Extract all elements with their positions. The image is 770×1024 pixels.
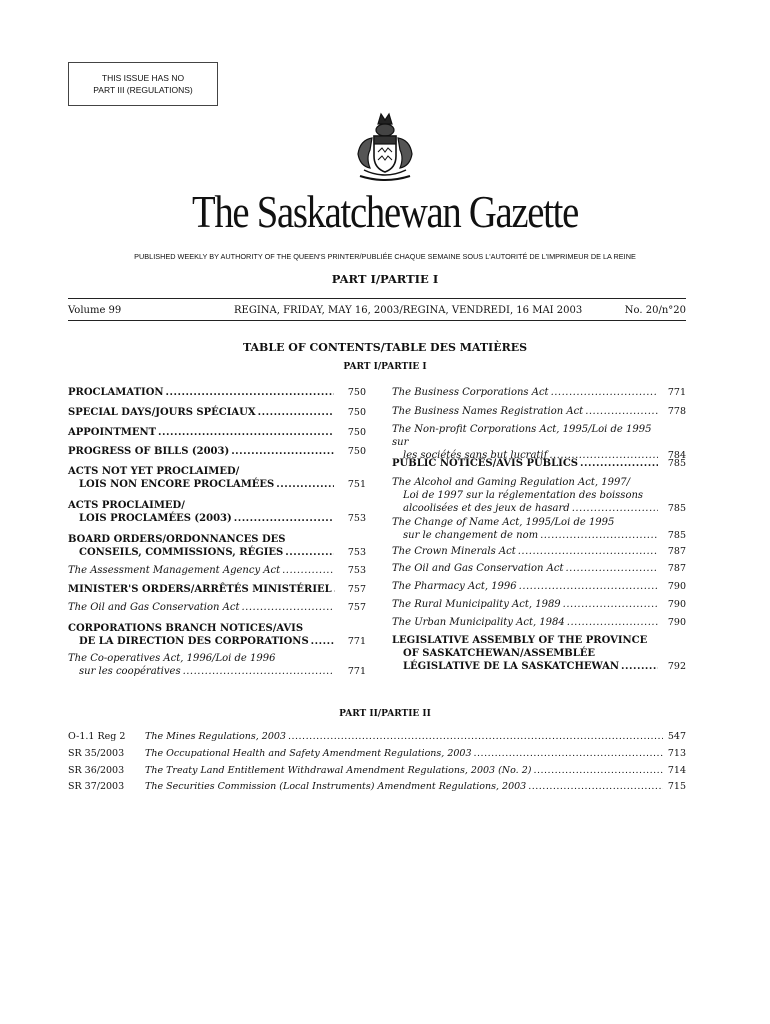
regulation-page: 713 xyxy=(667,748,686,759)
toc-page-number: 751 xyxy=(347,479,366,490)
toc-entry-text: CORPORATIONS BRANCH NOTICES/AVIS xyxy=(68,623,304,634)
toc-entry-text: LOIS NON ENCORE PROCLAMÉES xyxy=(79,479,275,490)
toc-page-number: 753 xyxy=(347,513,366,524)
dot-leader xyxy=(241,601,334,614)
toc-page-number: 753 xyxy=(347,565,366,576)
toc-entry-line xyxy=(392,580,660,593)
dot-leader xyxy=(311,635,334,648)
dot-leader xyxy=(580,457,658,470)
toc-entry xyxy=(68,499,366,525)
volume-label: Volume 99 xyxy=(68,305,122,316)
toc-entry xyxy=(392,634,686,673)
toc-entry-line xyxy=(392,476,660,489)
toc-entry-text: les sociétés sans but lucratif xyxy=(403,450,548,461)
dot-leader xyxy=(234,512,334,525)
toc-entry-line xyxy=(392,489,660,502)
toc-entry-text: OF SASKATCHEWAN/ASSEMBLÉE xyxy=(403,648,596,659)
toc-entry-line xyxy=(68,622,336,635)
toc-page-number: 787 xyxy=(667,563,686,574)
regulation-page: 715 xyxy=(667,781,686,792)
toc-entry-line xyxy=(68,445,336,458)
toc-page-number: 790 xyxy=(667,599,686,610)
toc-page-number: 771 xyxy=(347,636,366,647)
dot-leader xyxy=(563,598,658,611)
regulation-title: The Mines Regulations, 2003 xyxy=(145,731,286,742)
notice-line-2: PART III (REGULATIONS) xyxy=(93,85,193,95)
dot-leader xyxy=(565,562,658,575)
toc-page-number: 750 xyxy=(347,446,366,457)
dot-leader xyxy=(519,580,658,593)
regulation-code: SR 35/2003 xyxy=(68,748,125,759)
toc-entry-line xyxy=(392,616,660,629)
toc-entry-line xyxy=(392,647,660,660)
toc-title: TABLE OF CONTENTS/TABLE DES MATIÈRES xyxy=(242,341,528,354)
toc-entry-text: LOIS PROCLAMÉES (2003) xyxy=(79,513,232,524)
regulation-page: 714 xyxy=(667,765,686,776)
dot-leader xyxy=(258,406,334,419)
toc-entry xyxy=(68,533,366,559)
dot-leader xyxy=(540,529,658,542)
toc-entry-text: The Crown Minerals Act xyxy=(392,546,516,557)
toc-entry-line xyxy=(392,545,660,558)
toc-entry-text: CONSEILS, COMMISSIONS, RÉGIES xyxy=(79,547,284,558)
toc-entry-line xyxy=(68,564,336,577)
regulation-title: The Occupational Health and Safety Amendment Regulations, 2003 xyxy=(145,748,472,759)
toc-entry-line xyxy=(392,562,660,575)
toc-entry-text: sur les coopératives xyxy=(79,666,181,677)
toc-entry xyxy=(392,562,686,575)
toc-entry-line xyxy=(68,512,336,525)
toc-entry-line xyxy=(68,601,336,614)
toc-entry-line xyxy=(68,426,336,439)
toc-entry-line xyxy=(392,516,660,529)
toc-page-number: 785 xyxy=(667,458,686,469)
dot-leader xyxy=(621,660,658,673)
toc-entry xyxy=(392,616,686,629)
regulation-title-line xyxy=(145,747,665,760)
dot-leader xyxy=(533,764,663,777)
dot-leader xyxy=(285,546,334,559)
dot-leader xyxy=(528,780,663,793)
dot-leader xyxy=(183,665,334,678)
dot-leader xyxy=(567,616,658,629)
toc-entry xyxy=(68,622,366,648)
regulation-title: The Securities Commission (Local Instruments) Amendment Regulations, 2003 xyxy=(145,781,527,792)
toc-entry-line xyxy=(392,423,660,449)
toc-entry xyxy=(392,457,686,470)
toc-entry-text: The Rural Municipality Act, 1989 xyxy=(392,599,561,610)
toc-page-number: 790 xyxy=(667,581,686,592)
issue-number: No. 20/n°20 xyxy=(624,305,686,316)
toc-entry xyxy=(392,580,686,593)
toc-entry-text: sur le changement de nom xyxy=(403,530,539,541)
bottom-rule xyxy=(68,320,686,321)
toc-page-number: 790 xyxy=(667,617,686,628)
regulation-code: SR 37/2003 xyxy=(68,781,125,792)
toc-entry-text: LÉGISLATIVE DE LA SASKATCHEWAN xyxy=(403,661,620,672)
dot-leader xyxy=(551,386,658,399)
regulation-code: O-1.1 Reg 2 xyxy=(68,731,126,742)
toc-entry-text: The Co-operatives Act, 1996/Loi de 1996 xyxy=(68,653,276,664)
toc-page-number: 750 xyxy=(347,407,366,418)
toc-entry-text: LEGISLATIVE ASSEMBLY OF THE PROVINCE xyxy=(392,635,648,646)
regulation-title-line xyxy=(145,764,665,777)
part-i-subheading: PART I/PARTIE I xyxy=(343,362,427,372)
toc-entry-text: alcoolisées et des jeux de hasard xyxy=(403,503,570,514)
regulation-code: SR 36/2003 xyxy=(68,765,125,776)
toc-page-number: 757 xyxy=(347,584,366,595)
toc-page-number: 771 xyxy=(347,666,366,677)
toc-entry-text: The Change of Name Act, 1995/Loi de 1995 xyxy=(392,517,615,528)
toc-page-number: 792 xyxy=(667,661,686,672)
toc-page-number: 750 xyxy=(347,387,366,398)
toc-entry-line xyxy=(392,386,660,399)
regulation-title: The Treaty Land Entitlement Withdrawal Amendment Regulations, 2003 (No. 2) xyxy=(145,765,532,776)
toc-entry xyxy=(68,445,366,458)
toc-entry-text: Loi de 1997 sur la réglementation des boissons xyxy=(403,490,644,501)
toc-entry-text: The Assessment Management Agency Act xyxy=(68,565,281,576)
part-ii-subheading: PART II/PARTIE II xyxy=(339,709,431,719)
toc-entry xyxy=(392,386,686,399)
toc-entry xyxy=(68,583,366,596)
coat-of-arms-crest xyxy=(352,110,418,188)
toc-entry xyxy=(68,426,366,439)
regulation-title-line xyxy=(145,780,665,793)
toc-entry xyxy=(68,652,366,678)
toc-entry xyxy=(392,545,686,558)
toc-entry-text: DE LA DIRECTION DES CORPORATIONS xyxy=(79,636,309,647)
toc-entry-text: The Oil and Gas Conservation Act xyxy=(68,602,240,613)
toc-entry-line xyxy=(68,583,336,596)
toc-entry-line xyxy=(392,598,660,611)
no-part-iii-notice xyxy=(68,62,218,106)
toc-entry-line xyxy=(68,652,336,665)
toc-entry-text: The Urban Municipality Act, 1984 xyxy=(392,617,565,628)
toc-entry-text: The Oil and Gas Conservation Act xyxy=(392,563,564,574)
toc-entry-text: The Business Names Registration Act xyxy=(392,406,584,417)
regulation-page: 547 xyxy=(667,731,686,742)
toc-entry-text: APPOINTMENT xyxy=(68,427,157,438)
toc-entry-text: PROCLAMATION xyxy=(68,387,164,398)
toc-page-number: 785 xyxy=(667,503,686,514)
toc-entry-text: SPECIAL DAYS/JOURS SPÉCIAUX xyxy=(68,407,256,418)
dot-leader xyxy=(474,747,663,760)
toc-entry xyxy=(68,406,366,419)
toc-page-number: 784 xyxy=(667,450,686,461)
toc-entry-line xyxy=(392,529,660,542)
toc-entry-text: PROGRESS OF BILLS (2003) xyxy=(68,446,230,457)
toc-entry-line xyxy=(68,465,336,478)
dot-leader xyxy=(231,445,334,458)
issue-date: REGINA, FRIDAY, MAY 16, 2003/REGINA, VENDREDI, 16 MAI 2003 xyxy=(234,305,583,316)
toc-entry-text: ACTS NOT YET PROCLAIMED/ xyxy=(68,466,240,477)
toc-entry-text: BOARD ORDERS/ORDONNANCES DES xyxy=(68,534,286,545)
toc-page-number: 757 xyxy=(347,602,366,613)
regulation-title-line xyxy=(145,730,665,743)
toc-page-number: 785 xyxy=(667,530,686,541)
toc-entry-line xyxy=(68,499,336,512)
toc-entry-line xyxy=(392,405,660,418)
toc-entry xyxy=(392,516,686,542)
toc-entry-text: The Alcohol and Gaming Regulation Act, 1997/ xyxy=(392,477,631,488)
toc-entry xyxy=(392,476,686,515)
toc-entry-text: The Business Corporations Act xyxy=(392,387,549,398)
toc-page-number: 778 xyxy=(667,406,686,417)
dot-leader xyxy=(518,545,658,558)
toc-entry-line xyxy=(68,665,336,678)
toc-entry-line xyxy=(392,502,660,515)
toc-entry-line xyxy=(392,660,660,673)
toc-page-number: 753 xyxy=(347,547,366,558)
toc-entry xyxy=(68,601,366,614)
dot-leader xyxy=(585,405,658,418)
toc-page-number: 787 xyxy=(667,546,686,557)
part-heading: PART I/PARTIE I xyxy=(331,272,439,286)
gazette-title: The Saskatchewan Gazette xyxy=(192,187,578,237)
toc-entry-line xyxy=(68,533,336,546)
toc-entry-text: The Non-profit Corporations Act, 1995/Loi de 1995 sur xyxy=(392,424,652,448)
toc-entry-text: The Pharmacy Act, 1996 xyxy=(392,581,517,592)
top-rule xyxy=(68,298,686,299)
toc-entry-line xyxy=(68,406,336,419)
toc-entry-line xyxy=(68,386,336,399)
toc-entry-text: MINISTER'S ORDERS/ARRÊTÉS MINISTÉRIEL xyxy=(68,584,332,595)
dot-leader xyxy=(276,478,334,491)
toc-entry-line xyxy=(68,635,336,648)
toc-entry xyxy=(392,598,686,611)
toc-entry-text: ACTS PROCLAIMED/ xyxy=(68,500,185,511)
dot-leader xyxy=(572,502,658,515)
toc-page-number: 771 xyxy=(667,387,686,398)
toc-entry-line xyxy=(68,546,336,559)
toc-entry xyxy=(68,386,366,399)
toc-entry-text: PUBLIC NOTICES/AVIS PUBLICS xyxy=(392,458,579,469)
notice-line-1: THIS ISSUE HAS NO xyxy=(101,73,185,83)
publication-authority-line: PUBLISHED WEEKLY BY AUTHORITY OF THE QUEEN'S PRINTER/PUBLIÉE CHAQUE SEMAINE SOUS L'AUTORITÉ DE L'IMPRIMEUR DE LA REINE xyxy=(134,252,636,261)
toc-entry-line xyxy=(68,478,336,491)
toc-entry xyxy=(68,564,366,577)
toc-entry-line xyxy=(392,457,660,470)
toc-entry-line xyxy=(392,634,660,647)
dot-leader xyxy=(288,730,663,743)
dot-leader xyxy=(166,386,334,399)
toc-entry xyxy=(392,405,686,418)
dot-leader xyxy=(282,564,334,577)
dot-leader xyxy=(158,426,334,439)
toc-entry xyxy=(68,465,366,491)
toc-page-number: 750 xyxy=(347,427,366,438)
